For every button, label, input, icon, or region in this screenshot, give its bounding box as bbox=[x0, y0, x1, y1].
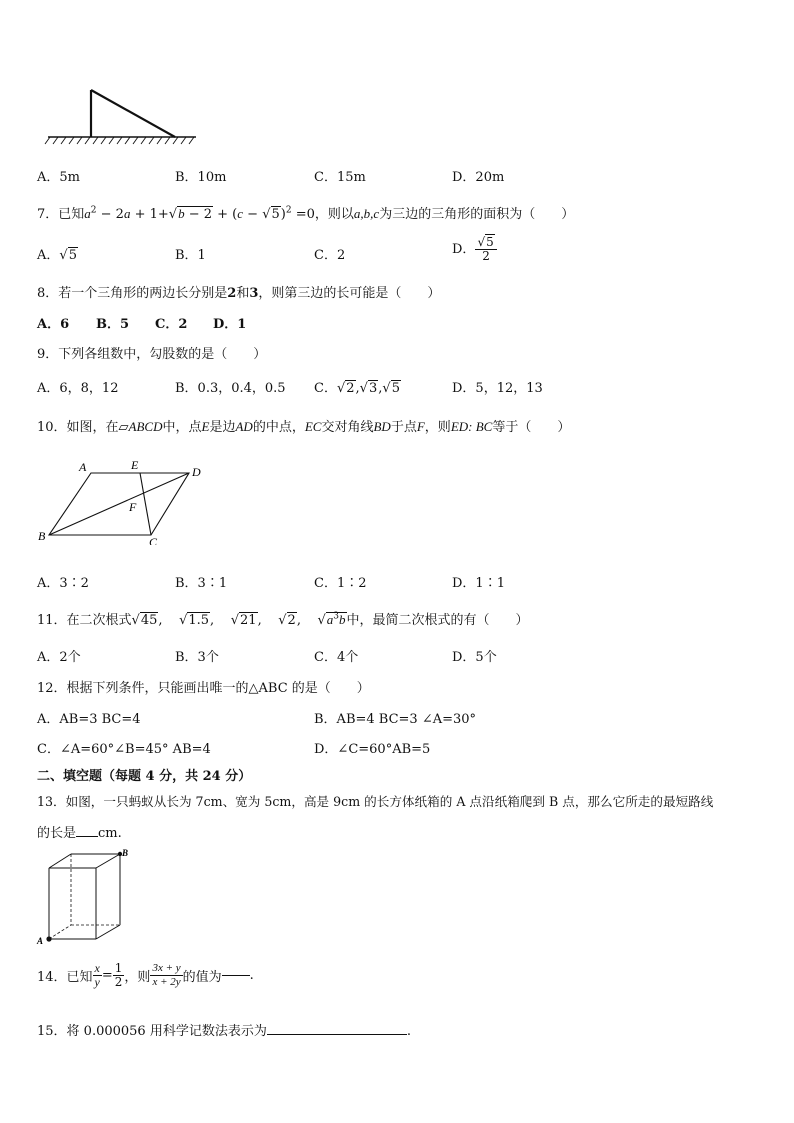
q13-line1: 13．如图，一只蚂蚁从长为 7cm、宽为 5cm，高是 9cm 的长方体纸箱的 A 点沿纸箱爬到 B 点，那么它所走的最短路线 bbox=[37, 794, 714, 809]
q7-option-d: D． $\frac{√5}{2}$ bbox=[452, 236, 497, 263]
cuboid-hidden-depth bbox=[49, 925, 71, 939]
q8-option-d: D．1 bbox=[213, 317, 247, 332]
q11-stem: 11．在二次根式√45, √1.5, √21, √2, $√a^3b$中，最简二次根式的有（ ） bbox=[37, 611, 529, 628]
q9-stem: 9．下列各组数中，勾股数的是（ ） bbox=[37, 347, 267, 362]
q13-line2: 的长是 cm. bbox=[37, 826, 122, 841]
q9-option-a: A．6，8，12 bbox=[37, 381, 119, 396]
q11-option-d: D．5个 bbox=[452, 650, 497, 665]
label-f: F bbox=[129, 500, 137, 514]
label-a: A bbox=[37, 936, 44, 946]
q6-option-b: B．10m bbox=[175, 170, 227, 185]
label-b: B bbox=[122, 848, 129, 858]
q6-option-c: C．15m bbox=[314, 170, 366, 185]
ladder-figure bbox=[40, 86, 210, 146]
q8-stem: 8．若一个三角形的两边长分别是2和3，则第三边的长可能是（ ） bbox=[37, 286, 441, 301]
q6-option-a: A．5m bbox=[37, 170, 80, 185]
q7-stem: 7．已知$a^2 - 2a + 1+√b - 2 + (c - √5)^2 =0$，则以a,b,c为三边的三角形的面积为（ ） bbox=[37, 205, 575, 222]
q10-stem: 10．如图，在▱ABCD中，点E是边AD的中点，EC交对角线BD于点F，则ED: BC等于（ ） bbox=[37, 419, 571, 435]
ground-hatching bbox=[45, 137, 194, 144]
q15-stem: 15．将 0.000056 用科学记数法表示为 . bbox=[37, 1024, 411, 1039]
label-d: D bbox=[192, 465, 201, 479]
q10-option-a: A．3∶2 bbox=[37, 576, 89, 591]
parallelogram-figure bbox=[35, 455, 235, 545]
q12-option-d: D．∠C=60°AB=5 bbox=[314, 742, 431, 757]
q10-option-c: C．1∶2 bbox=[314, 576, 367, 591]
q14-stem: 14．已知 $\frac{x}{y}$ = $\frac{1}{2}$ ，则 $\frac{3x + y}{x + 2y}$ 的值为 . bbox=[37, 961, 254, 989]
q7-option-c: C．2 bbox=[314, 248, 346, 263]
label-c: C bbox=[149, 535, 158, 545]
segment-ec bbox=[140, 473, 151, 535]
q12-option-b: B．AB=4 BC=3 ∠A=30° bbox=[314, 712, 477, 727]
ladder-line bbox=[91, 90, 175, 137]
label-e: E bbox=[131, 458, 139, 472]
q7-option-a: A．√5 bbox=[37, 248, 77, 263]
section-title: 二、填空题（每题 4 分，共 24 分） bbox=[37, 769, 252, 784]
q12-option-a: A．AB=3 BC=4 bbox=[37, 712, 141, 727]
q8-option-a: A．6 bbox=[37, 317, 70, 332]
q10-option-d: D．1∶1 bbox=[452, 576, 505, 591]
label-b: B bbox=[38, 529, 46, 543]
q9-option-b: B．0.3，0.4，0.5 bbox=[175, 381, 286, 396]
q6-option-d: D．20m bbox=[452, 170, 505, 185]
q8-option-c: C．2 bbox=[155, 317, 188, 332]
q11-option-c: C．4个 bbox=[314, 650, 359, 665]
cuboid-figure bbox=[34, 848, 144, 948]
q7-option-b: B．1 bbox=[175, 248, 206, 263]
q10-option-b: B．3∶1 bbox=[175, 576, 228, 591]
label-a: A bbox=[79, 460, 87, 474]
q12-option-c: C．∠A=60°∠B=45° AB=4 bbox=[37, 742, 211, 757]
q11-option-a: A．2个 bbox=[37, 650, 81, 665]
q12-stem: 12．根据下列条件，只能画出唯一的△ABC 的是（ ） bbox=[37, 681, 370, 696]
point-a-dot bbox=[46, 936, 51, 941]
q8-option-b: B．5 bbox=[96, 317, 130, 332]
q9-option-d: D．5，12，13 bbox=[452, 381, 543, 396]
q9-option-c: C．√2,√3,√5 bbox=[314, 381, 400, 396]
q11-option-b: B．3个 bbox=[175, 650, 219, 665]
